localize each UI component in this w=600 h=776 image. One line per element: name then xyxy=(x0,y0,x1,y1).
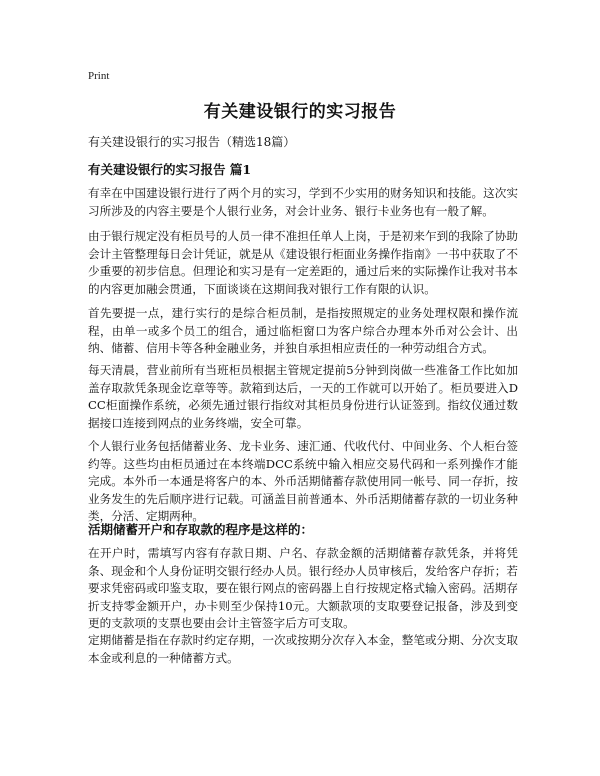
paragraph-1: 有幸在中国建设银行进行了两个月的实习，学到不少实用的财务知识和技能。这次实习所涉及的内容主要是个人银行业务，对会计业务、银行卡业务也有一般了解。 xyxy=(88,186,518,218)
section-heading-2: 活期储蓄开户和存取款的程序是这样的： xyxy=(88,522,314,537)
paragraph-7: 定期储蓄是指在存款时约定存期，一次或按期分次存入本金，整笔或分期、分次支取本金或利息的一种储蓄方式。 xyxy=(88,633,518,665)
paragraph-4: 每天清晨，营业前所有当班柜员根据主管规定提前5分钟到岗做一些准备工作比如加盖存取款凭条现金讫章等等。款箱到达后，一天的工作就可以开始了。柜员要进入DCC柜面操作系统，必须先通过银行指纹对其柜员身份进行认证签到。指纹仪通过数据接口连接到网点的业务终端，安全可靠。 xyxy=(88,363,518,430)
paragraph-3: 首先要提一点，建行实行的是综合柜员制，是指按照规定的业务处理权限和操作流程，由单一或多个员工的组合，通过临柜窗口为客户综合办理本外币对公会计、出纳、储蓄、信用卡等各种金融业务，并独自承担相应责任的一种劳动组合方式。 xyxy=(88,306,518,355)
section-heading-1: 有关建设银行的实习报告 篇1 xyxy=(88,162,252,177)
paragraph-2: 由于银行规定没有柜员号的人员一律不准担任单人上岗，于是初来乍到的我除了协助会计主管整理每日会计凭证，就是从《建设银行柜面业务操作指南》一书中获取了不少重要的初步信息。但理论和实习是有一定差距的，通过后来的实际操作让我对书本的内容更加融会贯通，下面谈谈在这期间我对银行工作有限的认识。 xyxy=(88,229,518,296)
paragraph-6: 在开户时，需填写内容有存款日期、户名、存款金额的活期储蓄存款凭条，并将凭条、现金和个人身份证明交银行经办人员。银行经办人员审核后，发给客户存折；若要求凭密码或印鉴支取，要在银行网点的密码器上自行按规定格式输入密码。活期存折支持零金额开户，办卡则至少保持10元。大额款项的支取要登记报备，涉及到变更的支款项的支票也要由会计主管签字后方可支取。 xyxy=(88,546,518,630)
print-label: Print xyxy=(88,70,110,82)
document-subtitle: 有关建设银行的实习报告（精选18篇） xyxy=(88,135,296,149)
paragraph-5: 个人银行业务包括储蓄业务、龙卡业务、速汇通、代收代付、中间业务、个人柜台签约等。这些均由柜员通过在本终端DCC系统中输入相应交易代码和一系列操作才能完成。本外币一本通是将客户的本、外币活期储蓄存款使用同一帐号、同一存折，按业务发生的先后顺序进行记载。可涵盖目前普通本、外币活期储蓄存款的一切业务种类，分活、定期两种。 xyxy=(88,439,518,523)
page-title: 有关建设银行的实习报告 xyxy=(203,102,397,122)
